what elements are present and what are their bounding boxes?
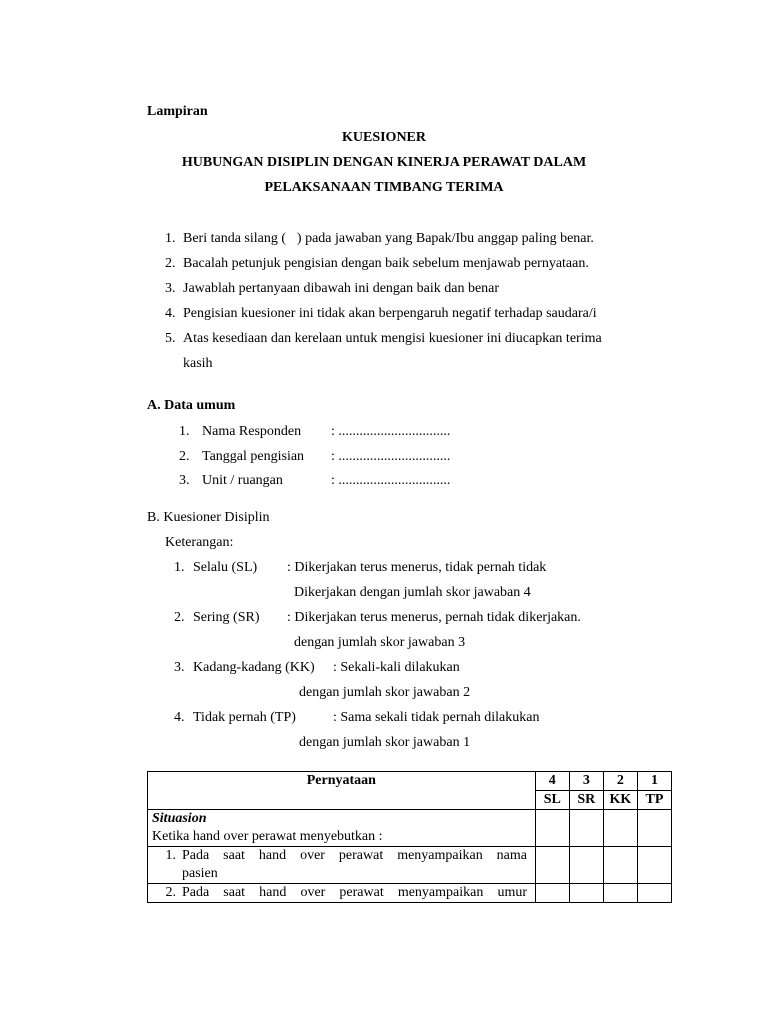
header-code-tp: TP	[637, 791, 671, 810]
legend-desc2-sr: dengan jumlah skor jawaban 3	[294, 635, 466, 650]
statement-text: Pada saat hand over perawat menyampaikan umur	[182, 885, 527, 900]
instruction-number: 4.	[165, 306, 176, 321]
legend-label-kk: Kadang-kadang (KK)	[193, 660, 315, 675]
header-code-sl: SL	[535, 791, 569, 810]
header-code-sr: SR	[569, 791, 603, 810]
field-value-tanggal[interactable]: : ................................	[331, 449, 451, 464]
legend-desc2-kk: dengan jumlah skor jawaban 2	[299, 685, 471, 700]
legend-desc-sr: : Dikerjakan terus menerus, pernah tidak dikerjakan.	[287, 610, 581, 625]
legend-number: 2.	[174, 610, 185, 625]
instruction-text: Pengisian kuesioner ini tidak akan berpengaruh negatif terhadap saudara/i	[183, 306, 597, 321]
instruction-number: 5.	[165, 331, 176, 346]
table-row	[148, 847, 672, 884]
legend-number: 4.	[174, 710, 185, 725]
field-label-tanggal: Tanggal pengisian	[202, 449, 305, 464]
answer-cell[interactable]	[603, 810, 637, 847]
lampiran-label: Lampiran	[147, 104, 208, 119]
field-label-nama: Nama Responden	[202, 424, 302, 439]
instruction-text: Atas kesediaan dan kerelaan untuk mengisi kuesioner ini diucapkan terima	[183, 331, 602, 346]
legend-label-sl: Selalu (SL)	[193, 560, 258, 575]
instruction-item	[165, 330, 602, 348]
instruction-number: 3.	[165, 281, 176, 296]
answer-cell[interactable]	[569, 810, 603, 847]
statement-continuation: pasien	[182, 866, 218, 881]
answer-cell[interactable]	[535, 884, 569, 903]
title-line-2: PELAKSANAAN TIMBANG TERIMA	[264, 180, 504, 195]
legend-desc-sl: : Dikerjakan terus menerus, tidak pernah tidak	[287, 560, 547, 575]
instruction-item	[165, 280, 499, 298]
field-number: 1.	[179, 424, 190, 439]
answer-cell[interactable]	[603, 884, 637, 903]
answer-cell[interactable]	[569, 847, 603, 884]
statement-text: Pada saat hand over perawat menyampaikan nama	[182, 848, 527, 863]
group-cell	[148, 810, 536, 847]
table-row-group	[148, 810, 672, 847]
statement-number: 2.	[165, 885, 176, 900]
statement-cell	[148, 884, 536, 903]
instruction-item	[165, 230, 594, 248]
group-title: Situasion	[152, 811, 207, 826]
legend-desc-kk: : Sekali-kali dilakukan	[333, 660, 460, 675]
legend-desc2-tp: dengan jumlah skor jawaban 1	[299, 735, 471, 750]
answer-cell[interactable]	[535, 847, 569, 884]
header-score: 3	[569, 772, 603, 791]
instruction-number: 1.	[165, 231, 176, 246]
answer-cell[interactable]	[637, 810, 671, 847]
title-kuesioner: KUESIONER	[341, 130, 427, 145]
legend-desc-tp: : Sama sekali tidak pernah dilakukan	[333, 710, 540, 725]
section-a-title: A. Data umum	[147, 398, 236, 413]
instruction-item	[165, 305, 597, 323]
header-pernyataan: Pernyataan	[148, 772, 536, 810]
field-value-unit[interactable]: : ................................	[331, 473, 451, 488]
header-score: 1	[637, 772, 671, 791]
legend-number: 3.	[174, 660, 185, 675]
answer-cell[interactable]	[637, 884, 671, 903]
title-line-1: HUBUNGAN DISIPLIN DENGAN KINERJA PERAWAT DALAM	[181, 155, 587, 170]
header-score: 2	[603, 772, 637, 791]
field-label-unit: Unit / ruangan	[202, 473, 283, 488]
field-value-nama[interactable]: : ................................	[331, 424, 451, 439]
field-number: 3.	[179, 473, 190, 488]
instruction-text: Beri tanda silang (⃒) pada jawaban yang Bapak/Ibu anggap paling benar.	[183, 231, 594, 246]
field-number: 2.	[179, 449, 190, 464]
table-row	[148, 884, 672, 903]
legend-label-tp: Tidak pernah (TP)	[193, 710, 296, 725]
questionnaire-table	[147, 771, 672, 903]
answer-cell[interactable]	[535, 810, 569, 847]
instruction-number: 2.	[165, 256, 176, 271]
instruction-item	[165, 255, 589, 273]
keterangan-label: Keterangan:	[165, 535, 234, 550]
statement-number: 1.	[165, 848, 176, 863]
legend-label-sr: Sering (SR)	[193, 610, 260, 625]
answer-cell[interactable]	[637, 847, 671, 884]
legend-desc2-sl: Dikerjakan dengan jumlah skor jawaban 4	[294, 585, 531, 600]
instruction-continuation: kasih	[183, 356, 213, 371]
group-intro: Ketika hand over perawat menyebutkan :	[152, 829, 383, 844]
legend-number: 1.	[174, 560, 185, 575]
table-header-row	[148, 772, 672, 791]
statement-cell	[148, 847, 536, 884]
answer-cell[interactable]	[569, 884, 603, 903]
header-code-kk: KK	[603, 791, 637, 810]
answer-cell[interactable]	[603, 847, 637, 884]
instruction-text: Bacalah petunjuk pengisian dengan baik sebelum menjawab pernyataan.	[183, 256, 589, 271]
header-score: 4	[535, 772, 569, 791]
section-b-title: B. Kuesioner Disiplin	[147, 510, 270, 525]
instruction-text: Jawablah pertanyaan dibawah ini dengan baik dan benar	[183, 281, 500, 296]
